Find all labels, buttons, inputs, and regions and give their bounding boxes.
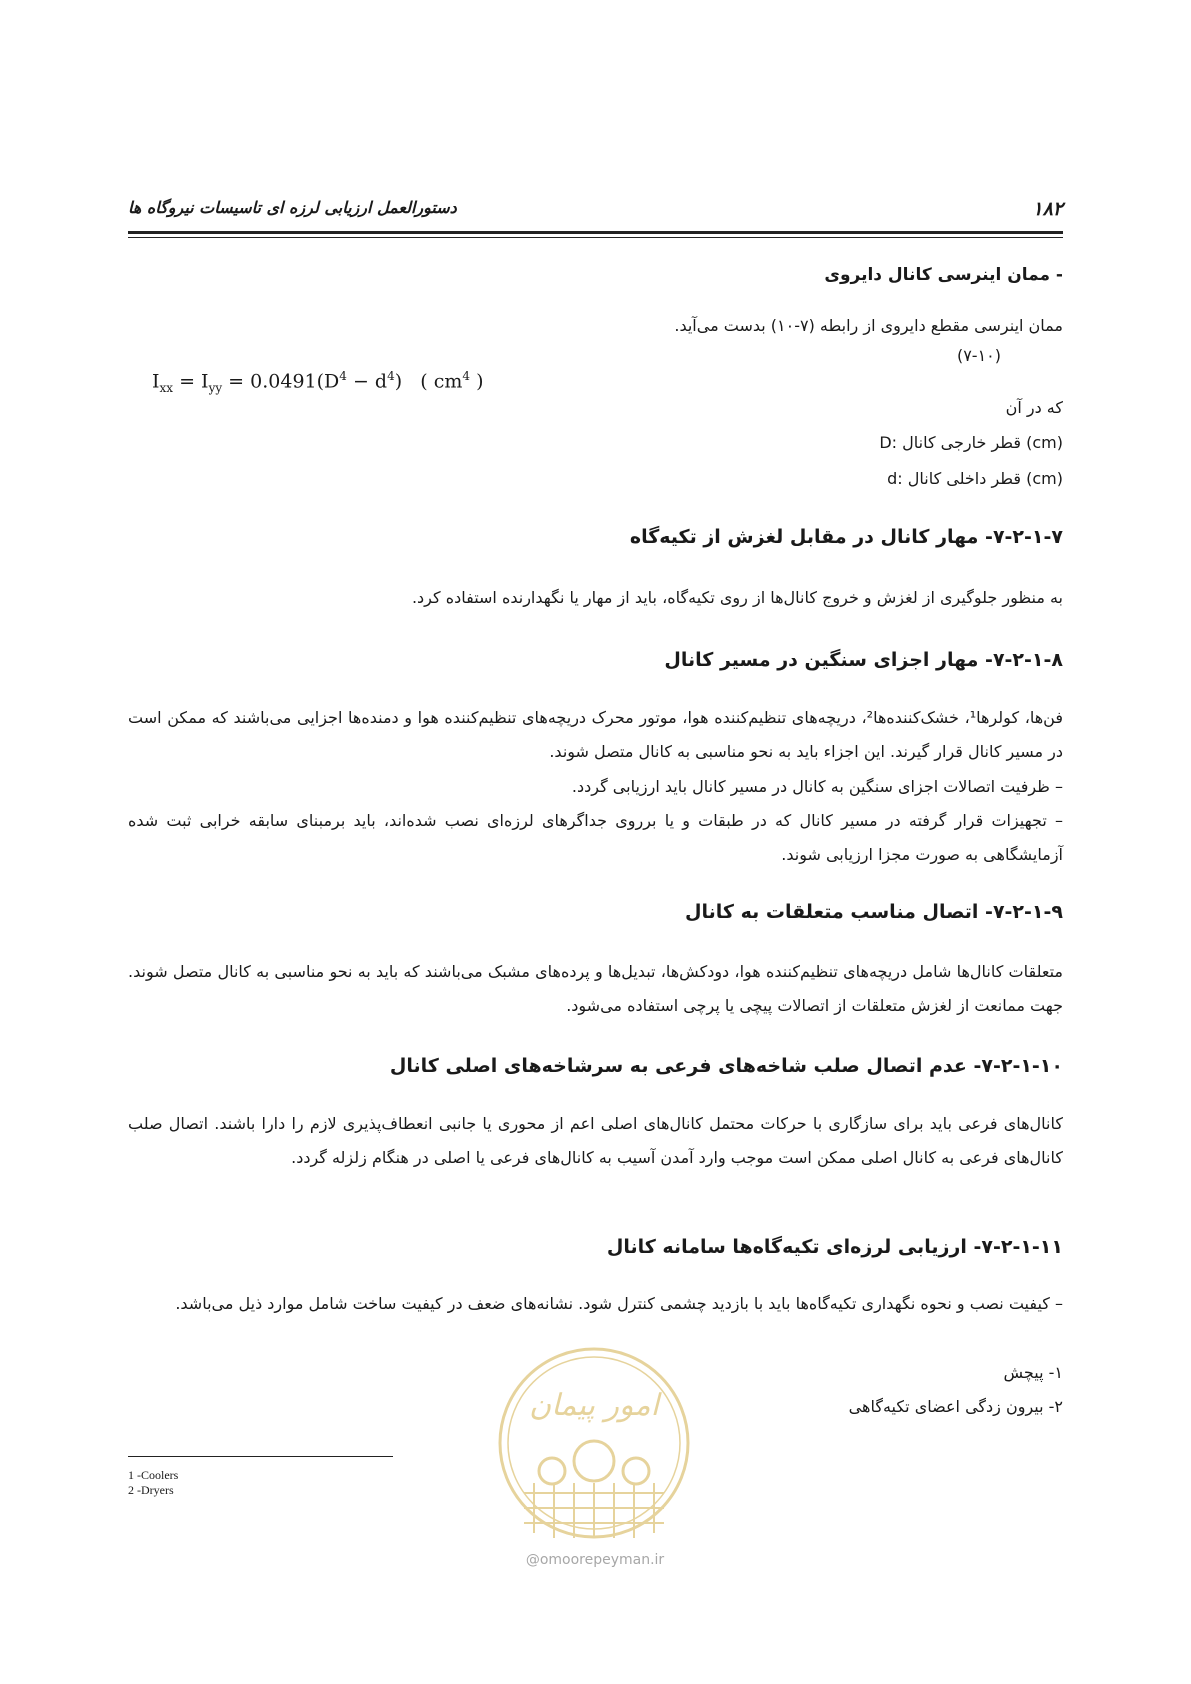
formula: $I_{xx} = I_{yy} = 0.0491(D^4 - d^4)$ ( $cm^4$ ) (152, 369, 484, 396)
bullet-capacity: – ظرفیت اتصالات اجزای سنگین به کانال در مسیر کانال باید ارزیابی گردد. (571, 777, 1063, 796)
definition-d: d: قطر داخلی کانال (cm) (887, 469, 1063, 488)
section-heading-7: ۷-۲-۱-۷- مهار کانال در مقابل لغزش از تکیه‌گاه (629, 526, 1063, 548)
section-body-7: به منظور جلوگیری از لغزش و خروج کانال‌ها از روی تکیه‌گاه، باید از مهار یا نگهدارنده استفاده کرد. (411, 588, 1063, 607)
footnote-rule (128, 1456, 393, 1457)
definition-D: D: قطر خارجی کانال (cm) (879, 433, 1063, 452)
bullet-equipment: – تجهیزات قرار گرفته در مسیر کانال که در طبقات و یا برروی جداگرهای لرزه‌ای نصب شده‌اند، باید برمبنای سابقه خرابی ثبت شده آزمایشگاهی به صورت مجزا ارزیابی شوند. (128, 811, 1063, 864)
header-rule-thick (128, 231, 1063, 234)
section-body-8: فن‌ها، کولرها¹، خشک‌کننده‌ها²، دریچه‌های تنظیم‌کننده هوا، موتور محرک دریچه‌های تنظیم‌کننده هوا و دمنده‌ها اجزایی می‌باشند که ممکن است در مسیر کانال قرار گیرند. این اجزاء باید به نحو مناسبی به کانال متصل شوند. (128, 708, 1063, 761)
where-text: که در آن (1005, 398, 1063, 417)
section-heading-10: ۷-۲-۱-۱۰- عدم اتصال صلب شاخه‌های فرعی به سرشاخه‌های اصلی کانال (389, 1055, 1063, 1077)
section-heading-8: ۷-۲-۱-۸- مهار اجزای سنگین در مسیر کانال (664, 649, 1063, 671)
watermark-text: امور پیمان (529, 1388, 659, 1423)
header-rule-thin (128, 237, 1063, 238)
equation-number: (۷-۱۰) (956, 346, 1001, 365)
moment-heading: - ممان اینرسی کانال دایروی (824, 265, 1063, 285)
watermark-url: @omoorepeyman.ir (525, 1552, 665, 1568)
list-item-protrusion: ۲- بیرون زدگی اعضای تکیه‌گاهی (848, 1397, 1063, 1416)
watermark-logo (494, 1343, 694, 1543)
running-title: دستورالعمل ارزیابی لرزه ای تاسیسات نیروگاه ها (128, 198, 457, 217)
section-heading-9: ۷-۲-۱-۹- اتصال مناسب متعلقات به کانال (685, 901, 1063, 923)
section-heading-11: ۷-۲-۱-۱۱- ارزیابی لرزه‌ای تکیه‌گاه‌ها سامانه کانال (606, 1236, 1063, 1258)
footnote-2: 2 -Dryers (128, 1483, 174, 1497)
page-number: ۱۸۲ (1032, 198, 1063, 220)
section-body-11: – کیفیت نصب و نحوه نگهداری تکیه‌گاه‌ها باید با بازدید چشمی کنترل شود. نشانه‌های ضعف در کیفیت ساخت شامل موارد ذیل می‌باشد. (175, 1294, 1063, 1313)
moment-intro: ممان اینرسی مقطع دایروی از رابطه (۷-۱۰) بدست می‌آید. (674, 316, 1063, 335)
footnote-1: 1 -Coolers (128, 1468, 179, 1482)
section-body-10: کانال‌های فرعی باید برای سازگاری با حرکات محتمل کانال‌های اصلی اعم از محوری یا جانبی انعطاف‌پذیری لازم را دارا باشند. اتصال صلب کانال‌های فرعی به کانال اصلی ممکن است موجب وارد آمدن آسیب به کانال‌های فرعی یا اصلی در هنگام زلزله گردد. (128, 1114, 1063, 1167)
list-item-twisting: ۱- پیچش (1003, 1363, 1063, 1382)
section-body-9: متعلقات کانال‌ها شامل دریچه‌های تنظیم‌کننده هوا، دودکش‌ها، تبدیل‌ها و پرده‌های مشبک می‌باشند که باید به نحو مناسبی به کانال متصل شوند. جهت ممانعت از لغزش متعلقات از اتصالات پیچی یا پرچی استفاده می‌شود. (128, 962, 1063, 1015)
